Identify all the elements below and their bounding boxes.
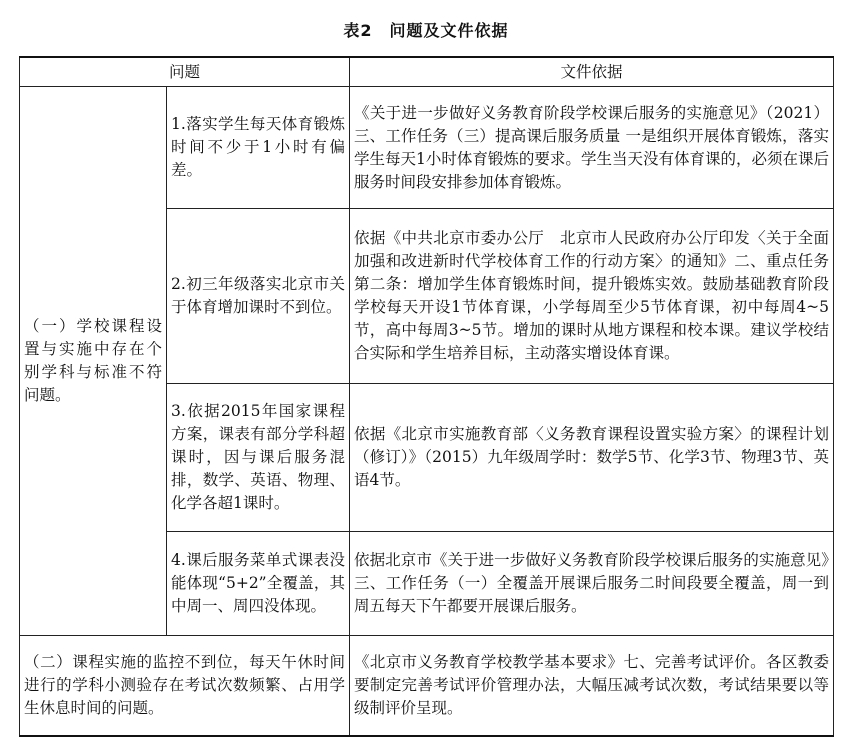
- header-problem: 问题: [20, 57, 350, 87]
- header-basis: 文件依据: [350, 57, 834, 87]
- header-row: [20, 57, 834, 87]
- group2-problem: （二）课程实施的监控不到位，每天午休时间进行的学科小测验存在考试次数频繁、占用学生休息时间的问题。: [20, 636, 350, 736]
- table-row: [20, 636, 834, 736]
- basis-cell: 依据北京市《关于进一步做好义务教育阶段学校课后服务的实施意见》三、工作任务（一）全覆盖开展课后服务二时间段要全覆盖，周一到周五每天下午都要开展课后服务。: [350, 532, 834, 636]
- basis-cell: 依据《北京市实施教育部〈义务教育课程设置实验方案〉的课程计划（修订）》（2015）九年级周学时：数学5节、化学3节、物理3节、英语4节。: [350, 384, 834, 532]
- problem-cell: 3.依据2015年国家课程方案，课表有部分学科超课时，因与课后服务混排，数学、英语、物理、化学各超1课时。: [167, 384, 350, 532]
- basis-cell: 依据《中共北京市委办公厅 北京市人民政府办公厅印发〈关于全面加强和改进新时代学校体育工作的行动方案〉的通知》二、重点任务第二条：增加学生体育锻炼时间，提升锻炼实效。鼓励基础教育阶段学校每天开设1节体育课，小学每周至少5节体育课，初中每周4~5节，高中每周3~5节。增加的课时从地方课程和校本课。建议学校结合实际和学生培养目标，主动落实增设体育课。: [350, 209, 834, 384]
- problem-cell: 4.课后服务菜单式课表没能体现“5+2”全覆盖，其中周一、周四没体现。: [167, 532, 350, 636]
- table-row: [20, 87, 834, 209]
- group1-label: （一）学校课程设置与实施中存在个别学科与标准不符问题。: [20, 87, 167, 636]
- problem-cell: 1.落实学生每天体育锻炼时间不少于1小时有偏差。: [167, 87, 350, 209]
- problem-basis-table: [19, 56, 834, 737]
- table-title: 表2 问题及文件依据: [343, 21, 509, 40]
- problem-cell: 2.初三年级落实北京市关于体育增加课时不到位。: [167, 209, 350, 384]
- basis-cell: 《关于进一步做好义务教育阶段学校课后服务的实施意见》（2021）三、工作任务（三）提高课后服务质量 一是组织开展体育锻炼，落实学生每天1小时体育锻炼的要求。学生当天没有体育课的，必须在课后服务时间段安排参加体育锻炼。: [350, 87, 834, 209]
- group2-basis: 《北京市义务教育学校教学基本要求》七、完善考试评价。各区教委要制定完善考试评价管理办法，大幅压减考试次数，考试结果要以等级制评价呈现。: [350, 636, 834, 736]
